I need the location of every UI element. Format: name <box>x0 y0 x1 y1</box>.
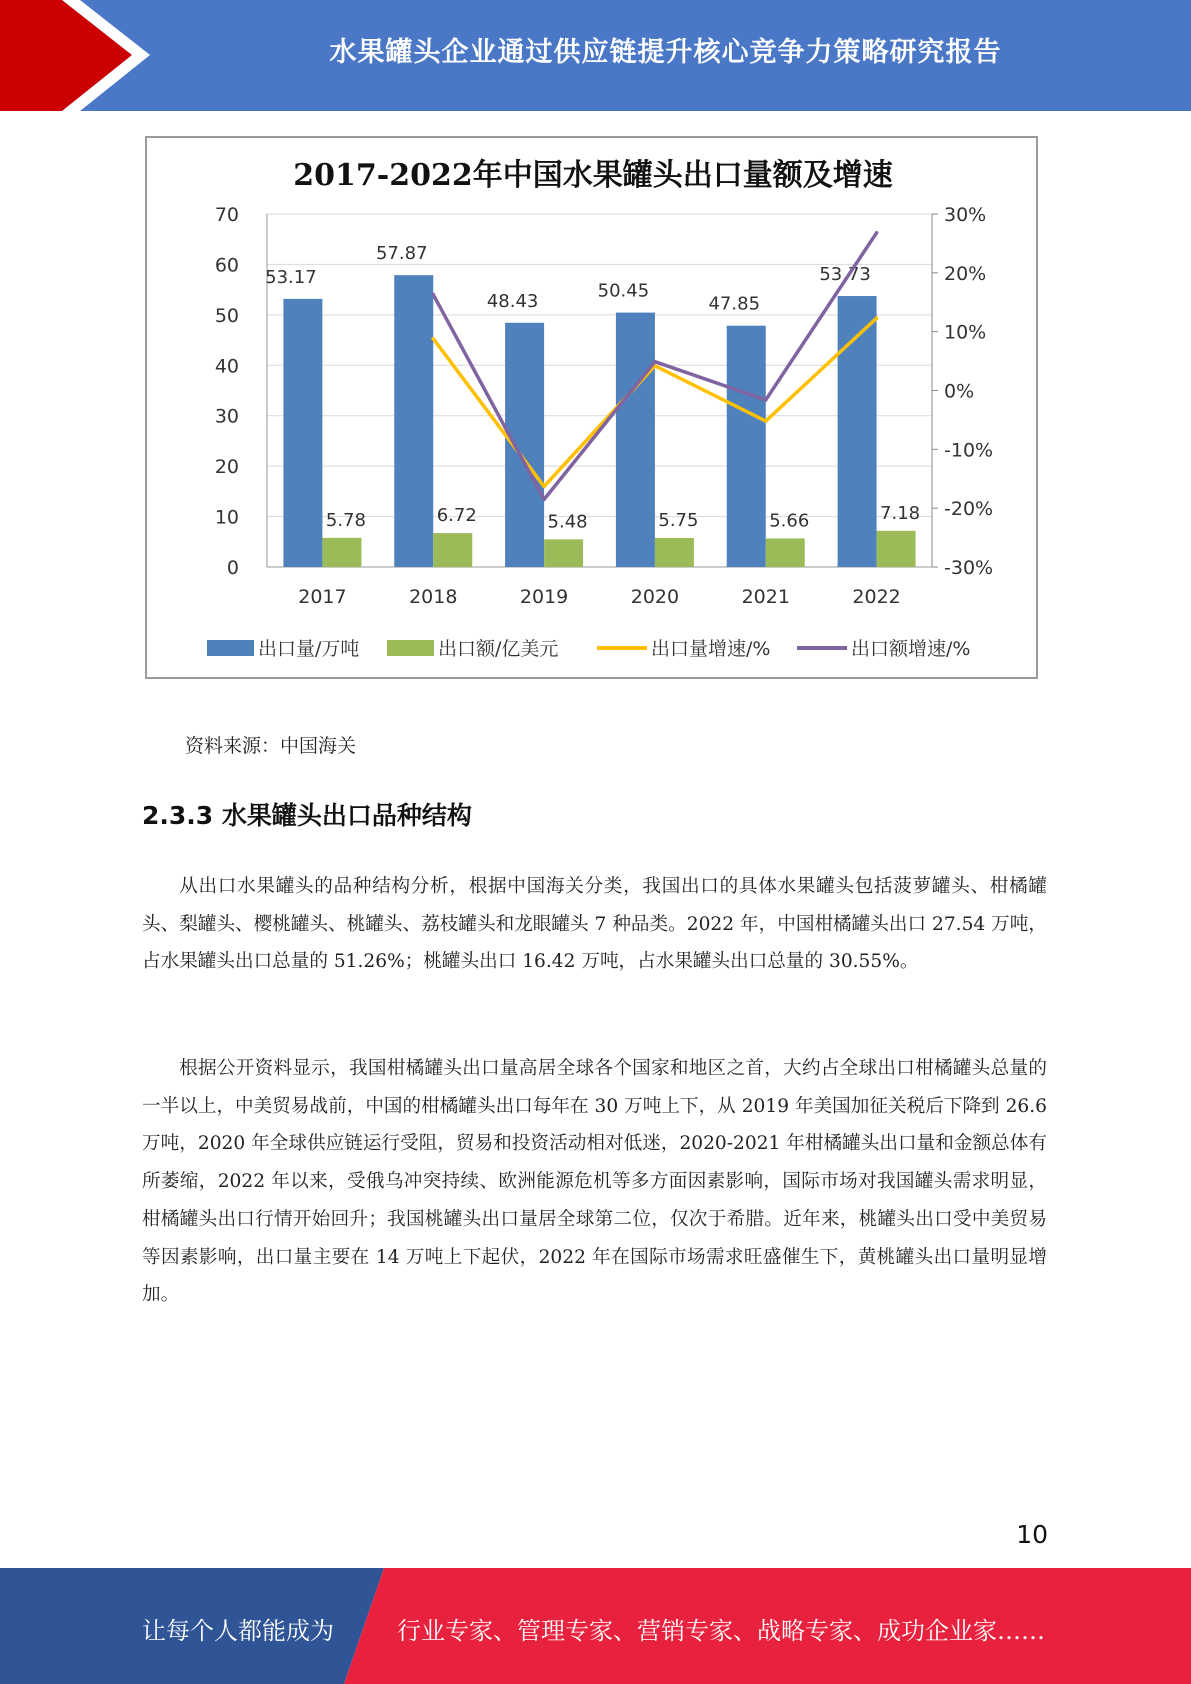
y-left-tick-label: 20 <box>214 456 239 479</box>
bar <box>616 313 655 567</box>
line-point <box>764 398 768 402</box>
x-tick-label: 2022 <box>852 586 901 608</box>
header-arrow-decoration <box>0 0 160 111</box>
x-tick-label: 2017 <box>298 586 347 608</box>
paragraph: 从出口水果罐头的品种结构分析，根据中国海关分类，我国出口的具体水果罐头包括菠萝罐头、柑橘罐头、梨罐头、樱桃罐头、桃罐头、荔枝罐头和龙眼罐头 7 种品类。2022 年，中国柑橘罐头出口 27.54 万吨，占水果罐头出口总量的 51.26%；桃罐头出口 16.42 万吨，占水果罐头出口总量的 30.55%。 <box>142 876 1047 973</box>
data-label: 57.87 <box>375 243 428 265</box>
data-label: 7.18 <box>880 502 921 524</box>
line-point <box>764 419 768 423</box>
data-label: 48.43 <box>486 290 539 312</box>
legend-label: 出口额/亿美元 <box>438 638 559 660</box>
y-right-tick-label: -20% <box>944 498 994 521</box>
header-banner <box>0 0 1191 111</box>
data-label: 6.72 <box>436 505 477 527</box>
data-label: 5.78 <box>325 509 366 531</box>
paragraph: 根据公开资料显示，我国柑橘罐头出口量高居全球各个国家和地区之首，大约占全球出口柑橘罐头总量的一半以上，中美贸易战前，中国的柑橘罐头出口每年在 30 万吨上下，从 2019 年美国加征关税后下降到 26.6 万吨，2020 年全球供应链运行受阻，贸易和投资活动相对低迷，2020-2021 年柑橘罐头出口量和金额总体有所萎缩，2022 年以来，受俄乌冲突持续、欧洲能源危机等多方面因素影响，国际市场对我国罐头需求明显，柑橘罐头出口行情开始回升；我国桃罐头出口量居全球第二位，仅次于希腊。近年来，桃罐头出口受中美贸易等因素影响，出口量主要在 14 万吨上下起伏，2022 年在国际市场需求旺盛催生下，黄桃罐头出口量明显增加。 <box>142 1058 1047 1306</box>
y-left-tick-label: 70 <box>214 204 239 226</box>
y-left-tick-label: 40 <box>214 355 239 378</box>
y-right-tick-label: 20% <box>944 262 987 285</box>
export-chart <box>145 136 1038 679</box>
y-left-tick-label: 50 <box>214 304 239 327</box>
data-label: 53.73 <box>819 264 871 286</box>
page-number: 10 <box>1016 1520 1048 1549</box>
y-right-tick-label: -30% <box>944 557 994 579</box>
line-point <box>542 498 546 502</box>
y-left-tick-label: 30 <box>214 405 239 428</box>
source-note: 资料来源：中国海关 <box>185 735 357 757</box>
y-left-tick-label: 10 <box>214 506 239 529</box>
x-tick-label: 2019 <box>519 586 569 608</box>
bar <box>727 326 766 567</box>
bar <box>322 538 361 567</box>
export-chart-svg <box>147 138 1036 677</box>
y-right-tick-label: 0% <box>944 380 975 403</box>
y-right-tick-label: -10% <box>944 439 994 462</box>
data-label: 53.17 <box>265 266 317 288</box>
footer-slogan-right: 行业专家、管理专家、营销专家、战略专家、成功企业家…… <box>397 1617 1045 1645</box>
legend-swatch <box>387 640 434 656</box>
bar <box>544 539 583 567</box>
legend-label: 出口量增速/% <box>651 638 771 660</box>
line-point <box>431 293 435 297</box>
bar <box>766 538 805 567</box>
legend-label: 出口量/万吨 <box>258 638 360 660</box>
y-left-tick-label: 60 <box>214 254 239 277</box>
x-tick-label: 2021 <box>741 586 790 608</box>
legend-label: 出口额增速/% <box>851 638 971 660</box>
y-right-tick-label: 10% <box>944 321 987 344</box>
data-label: 5.66 <box>769 510 810 532</box>
data-label: 5.48 <box>547 511 588 533</box>
section-heading: 2.3.3 水果罐头出口品种结构 <box>142 801 472 830</box>
chart-title: 2017-2022年中国水果罐头出口量额及增速 <box>293 158 893 193</box>
x-tick-label: 2018 <box>409 586 458 608</box>
y-right-tick-label: 30% <box>944 204 987 226</box>
line-point <box>875 316 879 320</box>
line-point <box>542 485 546 489</box>
report-title: 水果罐头企业通过供应链提升核心竞争力策略研究报告 <box>329 37 1002 68</box>
bar <box>394 275 433 567</box>
line-point <box>431 337 435 341</box>
bar <box>655 538 694 567</box>
x-tick-label: 2020 <box>630 586 680 608</box>
y-left-tick-label: 0 <box>226 557 239 579</box>
legend-swatch <box>207 640 254 656</box>
bar <box>877 531 916 567</box>
line-point <box>653 360 657 364</box>
bar <box>283 299 322 567</box>
data-label: 47.85 <box>708 293 761 315</box>
bar <box>433 533 472 567</box>
data-label: 5.75 <box>658 510 699 532</box>
line-point <box>875 231 879 235</box>
footer-slogan-left: 让每个人都能成为 <box>142 1617 334 1645</box>
data-label: 50.45 <box>597 280 650 302</box>
